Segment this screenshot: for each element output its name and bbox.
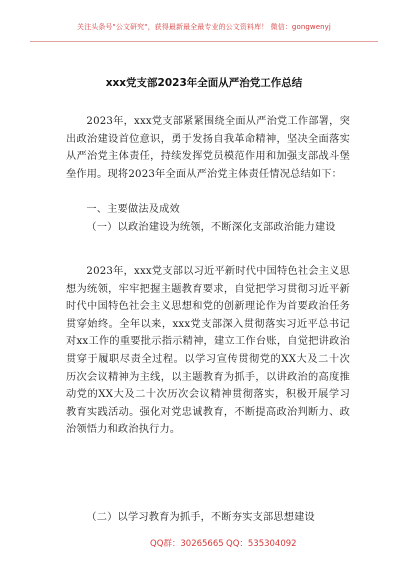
paragraph-text: 2023年，xxx党支部以习近平新时代中国特色社会主义思想为统领，牢牢把握主题教育要求，自觉把学习贯彻习近平新时代中国特色社会主义思想和党的创新理论作为首要政治任务贯穿始终。全年以来，xxx党支部深入贯彻落实习近平总书记对xx工作的重要批示指示精神，建立工作台账，自觉把讲政治贯穿于履职尽责全过程。以学习宣传贯彻党的XX大及二十次历次会议精神为主线，以主题教育为抓手，以讲政治的高度推动党的XX大及二十次历次会议精神贯彻落实，积极开展学习教育实践活动。强化对党忠诚教育，不断提高政治判断力、政治领悟力和政治执行力。 [66,266,350,436]
subsection-heading-text: （一）以政治建设为统领，不断深化支部政治能力建设 [86,222,336,233]
section-heading [66,201,350,219]
section-heading-text: 一、主要做法及成效 [86,204,180,215]
qq-contact-label: QQ：535304092 [226,539,297,549]
body-paragraph [66,263,350,439]
qq-group-label: QQ群：30265665 [150,539,224,549]
intro-paragraph [66,113,350,183]
subsection-heading [66,219,350,237]
header-banner: 关注头条号"公文研究"，获得最新最全最专业的公文资料库！ 微信：gongwenyj [77,23,331,31]
header-divider [30,41,378,42]
document-title: xxx党支部2023年全面从严治党工作总结 [105,77,303,89]
footer-contact [0,537,408,553]
subsection-heading [66,509,350,527]
subsection-heading-text: （二）以学习教育为抓手，不断夯实支部思想建设 [86,512,315,523]
paragraph-text: 2023年，xxx党支部紧紧围绕全面从严治党工作部署，突出政治建设首位意识，勇于发扬自我革命精神，坚决全面落实从严治党主体责任，持续发挥党员模范作用和加强支部战斗堡垒作用。现将2023年全面从严治党主体责任情况总结如下： [66,116,350,180]
